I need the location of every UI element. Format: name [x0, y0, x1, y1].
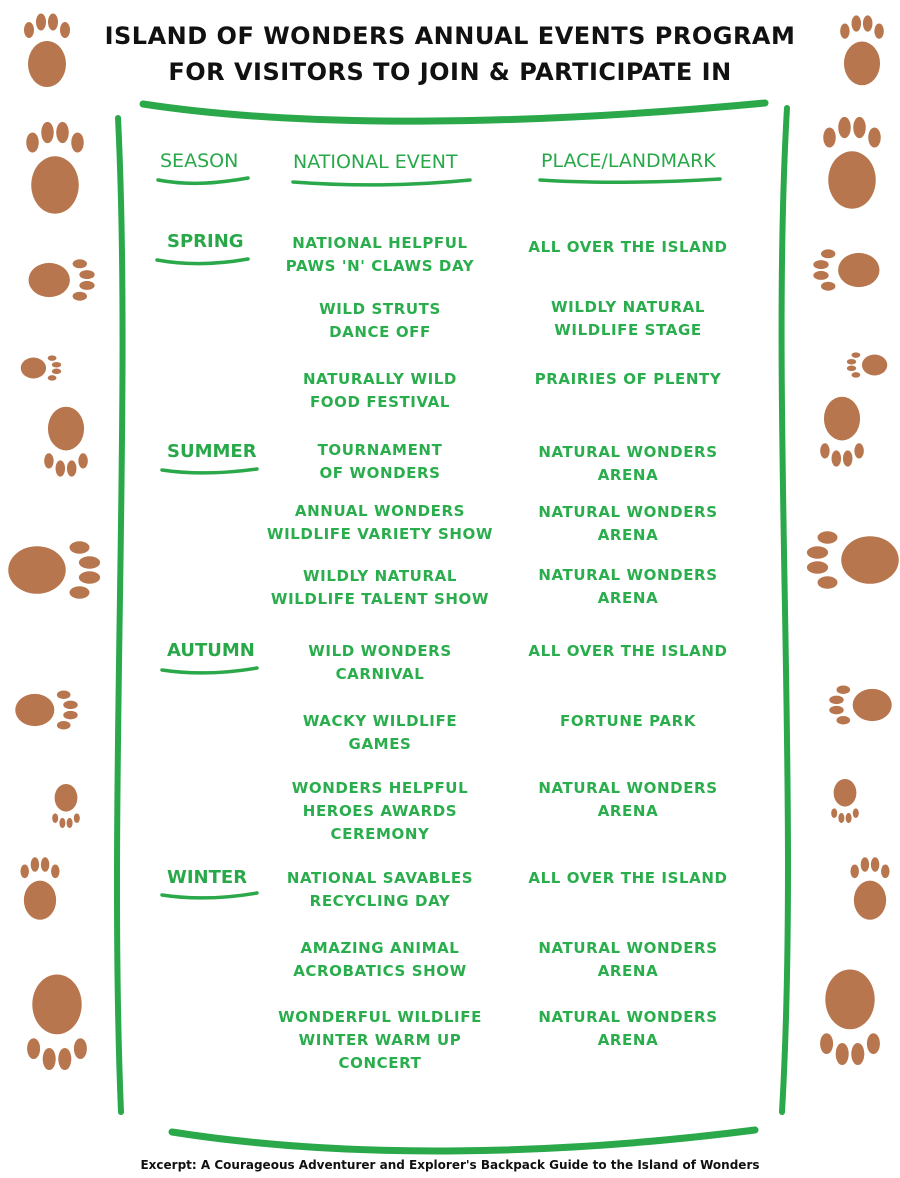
paw-print-icon	[28, 259, 94, 300]
event-name: WACKY WILDLIFE GAMES	[302, 712, 458, 753]
event-name: WILDLY NATURAL WILDLIFE TALENT SHOW	[270, 567, 490, 608]
event-place: ALL OVER THE ISLAND	[528, 238, 728, 256]
season-label-summer: SUMMER	[167, 441, 257, 462]
season-label-spring: SPRING	[167, 231, 244, 252]
paw-print-icon	[20, 857, 59, 919]
paw-print-icon	[823, 117, 881, 209]
paw-print-icon	[850, 857, 889, 919]
event-place: NATURAL WONDERS ARENA	[538, 566, 718, 607]
event-name: NATIONAL HELPFUL PAWS 'N' CLAWS DAY	[285, 234, 475, 275]
season-label-autumn: AUTUMN	[167, 640, 255, 661]
event-name: TOURNAMENT OF WONDERS	[317, 441, 443, 482]
event-place: ALL OVER THE ISLAND	[528, 869, 728, 887]
paw-print-icon	[21, 355, 61, 380]
paw-print-icon	[8, 541, 100, 599]
event-place: NATURAL WONDERS ARENA	[538, 443, 718, 484]
event-place: NATURAL WONDERS ARENA	[538, 503, 718, 544]
paw-print-icon	[52, 784, 80, 828]
event-place: WILDLY NATURAL WILDLIFE STAGE	[551, 298, 705, 339]
page-title-line-1: ISLAND OF WONDERS ANNUAL EVENTS PROGRAM	[104, 22, 796, 50]
event-name: ANNUAL WONDERS WILDLIFE VARIETY SHOW	[266, 502, 494, 543]
event-name: NATURALLY WILD FOOD FESTIVAL	[303, 370, 457, 411]
event-place: NATURAL WONDERS ARENA	[538, 939, 718, 980]
paw-print-icon	[813, 249, 879, 290]
paw-print-icon	[15, 690, 77, 729]
paw-print-icon	[820, 397, 864, 467]
paw-print-icon	[44, 407, 88, 477]
event-name: NATIONAL SAVABLES RECYCLING DAY	[286, 869, 474, 910]
source-caption: Excerpt: A Courageous Adventurer and Explorer's Backpack Guide to the Island of Wonders	[140, 1158, 760, 1172]
event-name: WONDERS HELPFUL HEROES AWARDS CEREMONY	[291, 779, 469, 843]
event-name: AMAZING ANIMAL ACROBATICS SHOW	[293, 939, 467, 980]
event-place: FORTUNE PARK	[560, 712, 696, 730]
paw-print-icon	[807, 531, 899, 589]
event-place: ALL OVER THE ISLAND	[528, 642, 728, 660]
event-place: NATURAL WONDERS ARENA	[538, 1008, 718, 1049]
column-header-event: NATIONAL EVENT	[293, 151, 458, 173]
event-name: WILD STRUTS DANCE OFF	[319, 300, 441, 341]
paw-print-icon	[847, 352, 887, 377]
event-name: WONDERFUL WILDLIFE WINTER WARM UP CONCERT	[278, 1008, 482, 1072]
column-header-place: PLACE/LANDMARK	[541, 150, 716, 172]
event-name: WILD WONDERS CARNIVAL	[308, 642, 452, 683]
paw-print-icon	[831, 779, 859, 823]
paw-print-icon	[820, 970, 880, 1066]
page-title-line-2: FOR VISITORS TO JOIN & PARTICIPATE IN	[168, 58, 732, 86]
paw-print-icon	[829, 685, 891, 724]
paw-print-icon	[26, 122, 84, 214]
paw-print-icon	[27, 975, 87, 1071]
column-header-season: SEASON	[160, 150, 239, 172]
event-place: NATURAL WONDERS ARENA	[538, 779, 718, 820]
season-label-winter: WINTER	[167, 867, 248, 888]
event-place: PRAIRIES OF PLENTY	[534, 370, 722, 388]
